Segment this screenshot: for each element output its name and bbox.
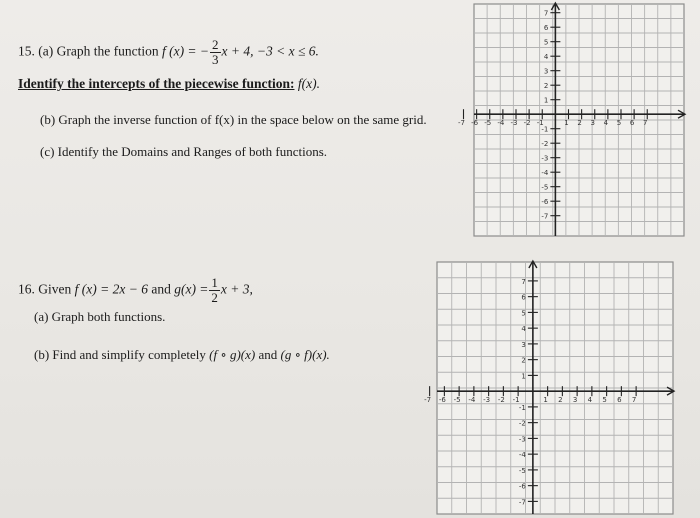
x-tick-label: -5 [453, 396, 461, 405]
y-tick-label: 1 [543, 96, 549, 105]
y-tick-label: 4 [543, 53, 549, 62]
q16-part-a: (a) Graph both functions. [34, 309, 166, 324]
y-tick-label: -2 [541, 140, 549, 149]
q16-frac-num: 1 [211, 275, 218, 290]
y-tick-label: -7 [541, 212, 549, 221]
x-tick-label: 5 [602, 396, 607, 405]
q15-frac-den: 3 [212, 52, 219, 67]
x-tick-label: 1 [564, 119, 569, 128]
x-tick-label: -7 [458, 119, 465, 128]
x-tick-label: 1 [543, 396, 548, 405]
x-tick-label: 7 [643, 119, 648, 128]
q16-frac-den: 2 [211, 290, 218, 305]
coordinate-grid-1 [458, 4, 684, 236]
q15-frac-num: 2 [212, 37, 219, 52]
y-tick-label: 3 [543, 67, 549, 76]
q15-fraction [210, 38, 221, 67]
q16-and2-text: and [258, 347, 278, 362]
q15-intercepts-fn: f(x). [297, 76, 320, 91]
y-tick-label: 1 [521, 372, 526, 381]
y-tick-label: -6 [518, 482, 526, 491]
x-tick-label: 6 [629, 119, 635, 128]
y-tick-label: -4 [518, 451, 526, 460]
y-tick-label: 5 [521, 309, 526, 318]
x-tick-label: -1 [512, 396, 520, 405]
y-tick-label: 3 [521, 340, 526, 349]
q15-label: 15. (a) Graph the function [18, 43, 159, 59]
y-tick-label: 6 [521, 293, 526, 302]
q16-g-lhs: g(x) = [174, 281, 209, 297]
y-tick-label: -2 [518, 419, 526, 428]
x-tick-label: 2 [558, 396, 563, 405]
x-tick-label: 3 [572, 396, 578, 405]
coordinate-grid-2 [424, 262, 673, 514]
q15-part-b: (b) Graph the inverse function of f(x) in the space below on the same grid. [40, 112, 427, 127]
x-tick-label: 7 [631, 396, 637, 405]
question-15-heading [18, 38, 319, 67]
x-tick-label: -2 [497, 396, 505, 405]
x-tick-label: -3 [483, 396, 491, 405]
y-tick-label: 7 [543, 9, 549, 18]
q16-and-text: and [151, 281, 171, 297]
q16-g-rest: x + 3, [220, 281, 253, 297]
y-tick-label: -5 [541, 183, 549, 192]
x-tick-label: 4 [603, 119, 609, 128]
q16-f-definition: f (x) = 2x − 6 [74, 281, 148, 297]
x-tick-label: -2 [523, 119, 531, 128]
q15-intercepts-text: Identify the intercepts of the piecewise function: [18, 76, 295, 91]
q16-label: 16. Given [18, 281, 72, 297]
x-tick-label: -4 [497, 119, 505, 128]
y-tick-label: 2 [543, 82, 549, 91]
x-tick-label: 2 [577, 119, 582, 128]
x-tick-label: 6 [617, 396, 622, 405]
y-tick-label: -3 [518, 435, 526, 444]
q16-composition-gf: (g ∘ f)(x). [280, 347, 330, 362]
y-tick-label: -5 [518, 466, 526, 475]
y-tick-label: 5 [543, 38, 549, 47]
q15-part-c: (c) Identify the Domains and Ranges of both functions. [40, 144, 328, 159]
x-tick-label: 4 [587, 396, 593, 405]
x-tick-label: 3 [590, 119, 595, 128]
x-tick-label: 5 [616, 119, 622, 128]
y-tick-label: -6 [541, 198, 549, 207]
y-tick-label: 4 [521, 325, 526, 334]
y-tick-label: -7 [518, 498, 526, 507]
q15-function-rest: x + 4, −3 < x ≤ 6. [221, 43, 319, 59]
y-tick-label: -1 [518, 403, 526, 412]
y-tick-label: 6 [543, 24, 549, 33]
x-tick-label: -7 [424, 396, 432, 405]
q16-part-b [34, 347, 330, 363]
q16-composition-fg: (f ∘ g)(x) [209, 347, 256, 362]
q16-fraction [209, 276, 220, 305]
x-tick-label: -1 [536, 119, 544, 128]
q15-intercepts-line [18, 76, 320, 92]
x-tick-label: -5 [484, 119, 492, 128]
y-tick-label: 7 [521, 277, 526, 286]
q15-function-lhs: f (x) = − [161, 43, 210, 59]
x-tick-label: -3 [510, 119, 518, 128]
question-16-heading [18, 276, 253, 305]
y-tick-label: -3 [541, 154, 549, 163]
y-tick-label: -1 [541, 125, 549, 134]
y-tick-label: 2 [521, 356, 526, 365]
x-tick-label: -6 [438, 396, 446, 405]
x-tick-label: -6 [471, 119, 479, 128]
q16-part-b-prefix: (b) Find and simplify completely [34, 347, 206, 362]
y-tick-label: -4 [541, 169, 549, 178]
x-tick-label: -4 [468, 396, 476, 405]
